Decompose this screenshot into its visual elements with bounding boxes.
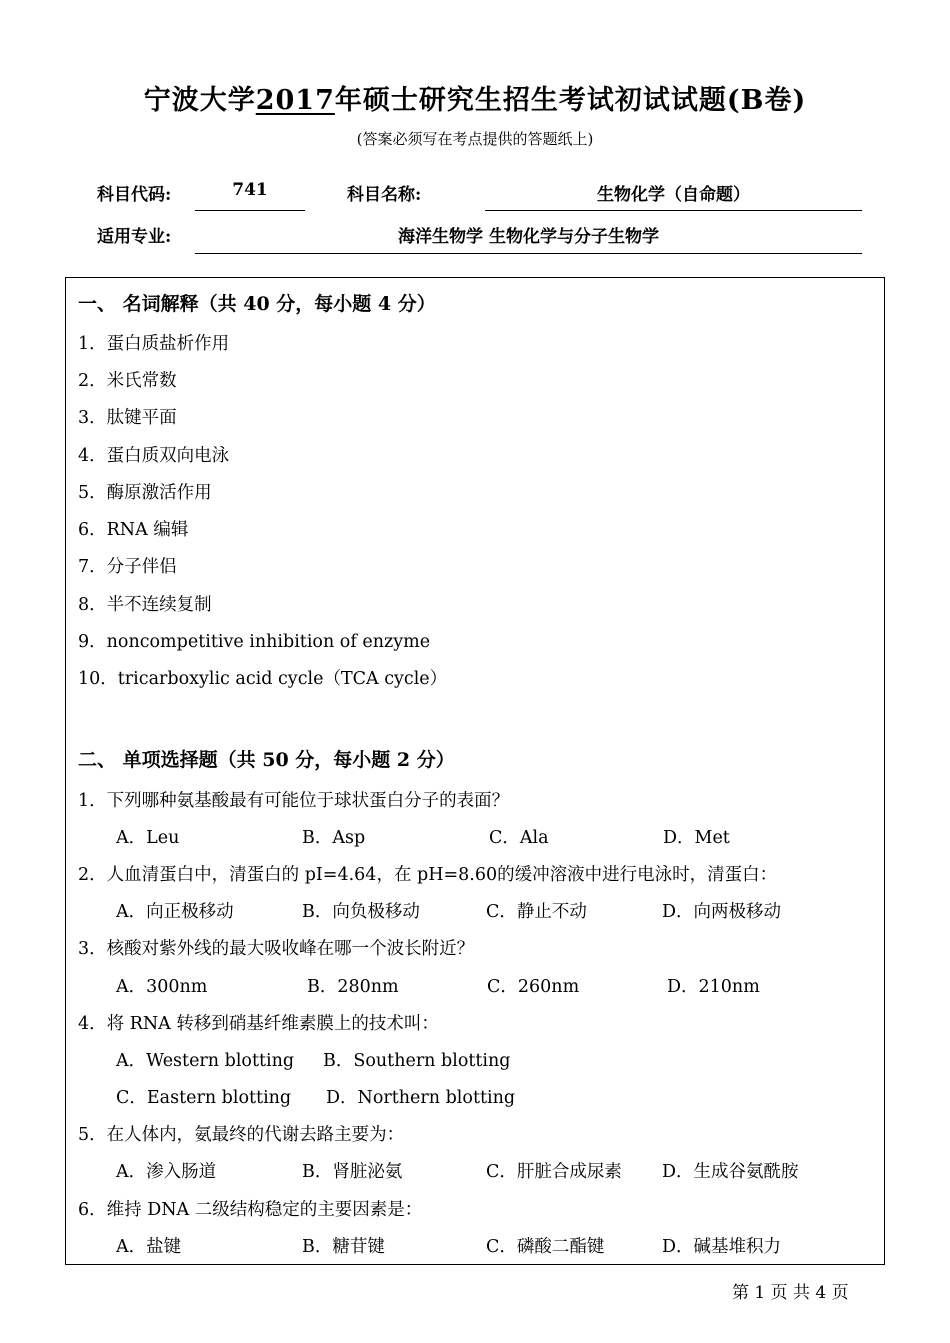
title-year: 2017 [255,85,335,116]
exam-subtitle: (答案必须写在考点提供的答题纸上) [356,130,594,148]
q4-option-b: B．Southern blotting [323,1051,511,1071]
question-3: 3．核酸对紫外线的最大吸收峰在哪一个波长附近？ [78,939,475,959]
term-item: 3．肽键平面 [78,408,177,428]
q2-option-c: C．静止不动 [486,902,587,922]
q5-option-d: D．生成谷氨酰胺 [662,1162,799,1182]
q2-option-b: B．向负极移动 [302,902,420,922]
q6-option-a: A．盐键 [116,1237,182,1257]
q6-option-b: B．糖苷键 [302,1237,385,1257]
title-suffix: 年硕士研究生招生考试初试试题(B卷) [334,85,807,116]
q5-option-b: B．肾脏泌氨 [302,1162,403,1182]
q3-option-a: A．300nm [116,977,208,997]
q5-option-c: C．肝脏合成尿素 [486,1162,622,1182]
section1-title: 一、 名词解释（共 40 分，每小题 4 分） [78,293,436,315]
subject-name: 生物化学（自命题） [597,185,750,205]
q5-option-a: A．渗入肠道 [116,1162,217,1182]
q6-option-c: C．磷酸二酯键 [486,1237,605,1257]
q1-option-d: D．Met [663,828,730,848]
term-item: 5．酶原激活作用 [78,483,212,503]
q3-option-c: C．260nm [487,977,580,997]
question-1: 1．下列哪种氨基酸最有可能位于球状蛋白分子的表面？ [78,791,510,811]
subject-code-underline [195,210,305,211]
question-6: 6．维持 DNA 二级结构稳定的主要因素是： [78,1200,423,1220]
q4-option-c: C．Eastern blotting [116,1088,292,1108]
section2-title: 二、 单项选择题（共 50 分，每小题 2 分） [78,749,455,771]
major-value: 海洋生物学 生物化学与分子生物学 [398,227,659,247]
q2-option-a: A．向正极移动 [116,902,234,922]
q3-option-d: D．210nm [667,977,760,997]
term-item: 8．半不连续复制 [78,595,212,615]
q1-option-a: A．Leu [116,828,180,848]
subject-name-underline [485,210,862,211]
q3-option-b: B．280nm [307,977,399,997]
major-underline [195,253,862,254]
subject-name-label: 科目名称: [347,185,422,205]
q4-option-a: A．Western blotting [116,1051,295,1071]
term-item: 1．蛋白质盐析作用 [78,334,230,354]
subject-code-label: 科目代码: [97,185,172,205]
major-label: 适用专业: [97,227,172,247]
question-5: 5．在人体内，氨最终的代谢去路主要为： [78,1125,405,1145]
q6-option-d: D．碱基堆积力 [662,1237,782,1257]
term-item: 2．米氏常数 [78,371,177,391]
q2-option-d: D．向两极移动 [662,902,782,922]
term-item: 9．noncompetitive inhibition of enzyme [78,632,431,652]
q1-option-b: B．Asp [302,828,366,848]
exam-title [0,78,950,117]
page-number: 第 1 页 共 4 页 [732,1283,849,1303]
q1-option-c: C．Ala [489,828,549,848]
term-item: 6．RNA 编辑 [78,520,189,540]
term-item: 7．分子伴侣 [78,557,177,577]
q4-option-d: D．Northern blotting [326,1088,516,1108]
subject-code: 741 [232,180,268,200]
question-4: 4．将 RNA 转移到硝基纤维素膜上的技术叫： [78,1014,439,1034]
title-prefix: 宁波大学 [143,85,256,116]
question-2: 2．人血清蛋白中，清蛋白的 pI=4.64，在 pH=8.60的缓冲溶液中进行电泳时，清蛋白： [78,865,778,885]
term-item: 10．tricarboxylic acid cycle（TCA cycle） [78,669,448,689]
term-item: 4．蛋白质双向电泳 [78,446,230,466]
